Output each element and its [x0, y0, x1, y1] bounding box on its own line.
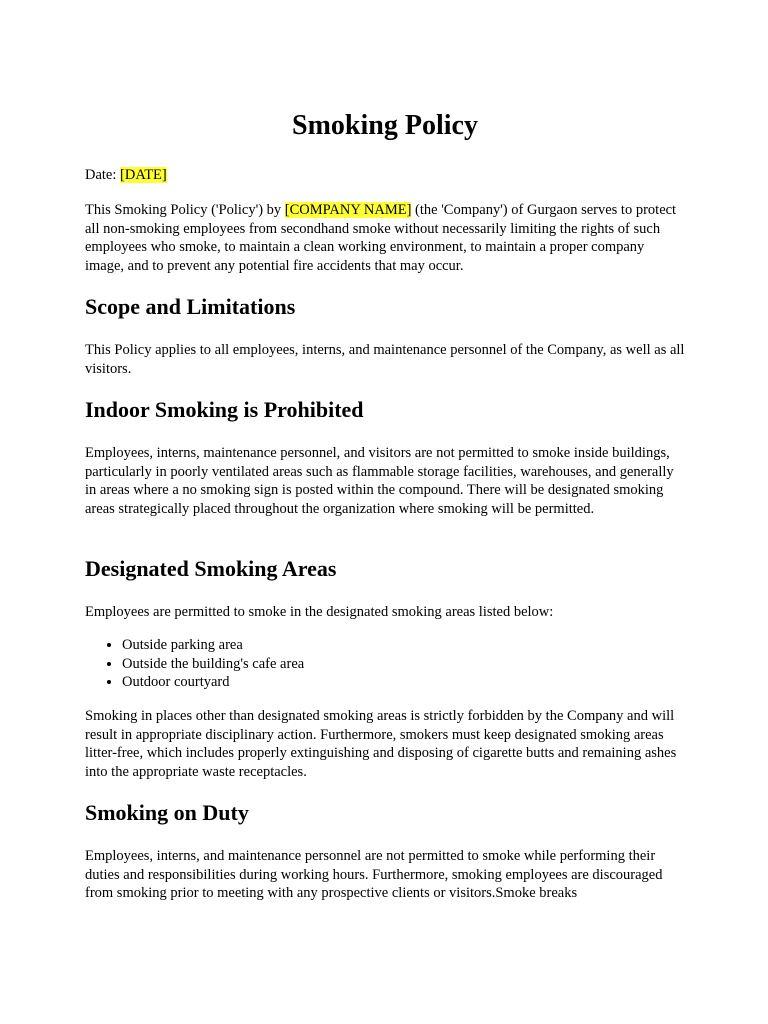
section-body-designated: Employees are permitted to smoke in the designated smoking areas listed below: — [85, 604, 554, 620]
intro-paragraph — [85, 201, 685, 275]
section-heading-duty: Smoking on Duty — [85, 800, 249, 825]
list-item: • Outside parking area — [122, 636, 722, 655]
designated-areas-list — [85, 636, 722, 692]
intro-text-before: This Smoking Policy ('Policy') by — [85, 202, 285, 218]
section-body-scope: This Policy applies to all employees, interns, and maintenance personnel of the Company, as well as all visitors. — [85, 342, 685, 377]
date-line — [85, 166, 685, 185]
date-label: Date: — [85, 167, 117, 183]
section-heading-designated: Designated Smoking Areas — [85, 556, 337, 581]
intro-text-after: (the 'Company') of Gurgaon serves to protect all non-smoking employees from secondhand smoke without necessarily limiting the rights of such employees who smoke, to maintain a clean working environment, to maintain a proper company image, and to prevent any potential fire accidents that may occur. — [85, 202, 677, 274]
list-item: • Outdoor courtyard — [122, 673, 722, 692]
date-placeholder: [DATE] — [120, 167, 167, 183]
section-body-duty: Employees, interns, and maintenance personnel are not permitted to smoke while performing their duties and responsibilities during working hours. Furthermore, smoking employees are discouraged from smoking prior to meeting with any prospective clients or visitors.Smoke breaks — [85, 848, 663, 901]
section-body-designated-2: Smoking in places other than designated smoking areas is strictly forbidden by the Company and will result in appropriate disciplinary action. Furthermore, smokers must keep designated smoking areas litter-free, which includes properly extinguishing and disposing of cigarette butts and remaining ashes into the appropriate waste receptacles. — [85, 708, 677, 780]
page-title: Smoking Policy — [292, 110, 478, 141]
company-name-placeholder: [COMPANY NAME] — [284, 202, 412, 218]
section-body-indoor: Employees, interns, maintenance personnel, and visitors are not permitted to smoke inside buildings, particularly in poorly ventilated areas such as flammable storage facilities, warehouses, and generally in areas where a no smoking sign is posted within the compound. There will be designated smoking areas strategically placed throughout the organization where smoking will be permitted. — [85, 445, 674, 517]
list-item: • Outside the building's cafe area — [122, 655, 722, 674]
section-heading-scope: Scope and Limitations — [85, 294, 296, 319]
section-heading-indoor: Indoor Smoking is Prohibited — [85, 397, 364, 422]
